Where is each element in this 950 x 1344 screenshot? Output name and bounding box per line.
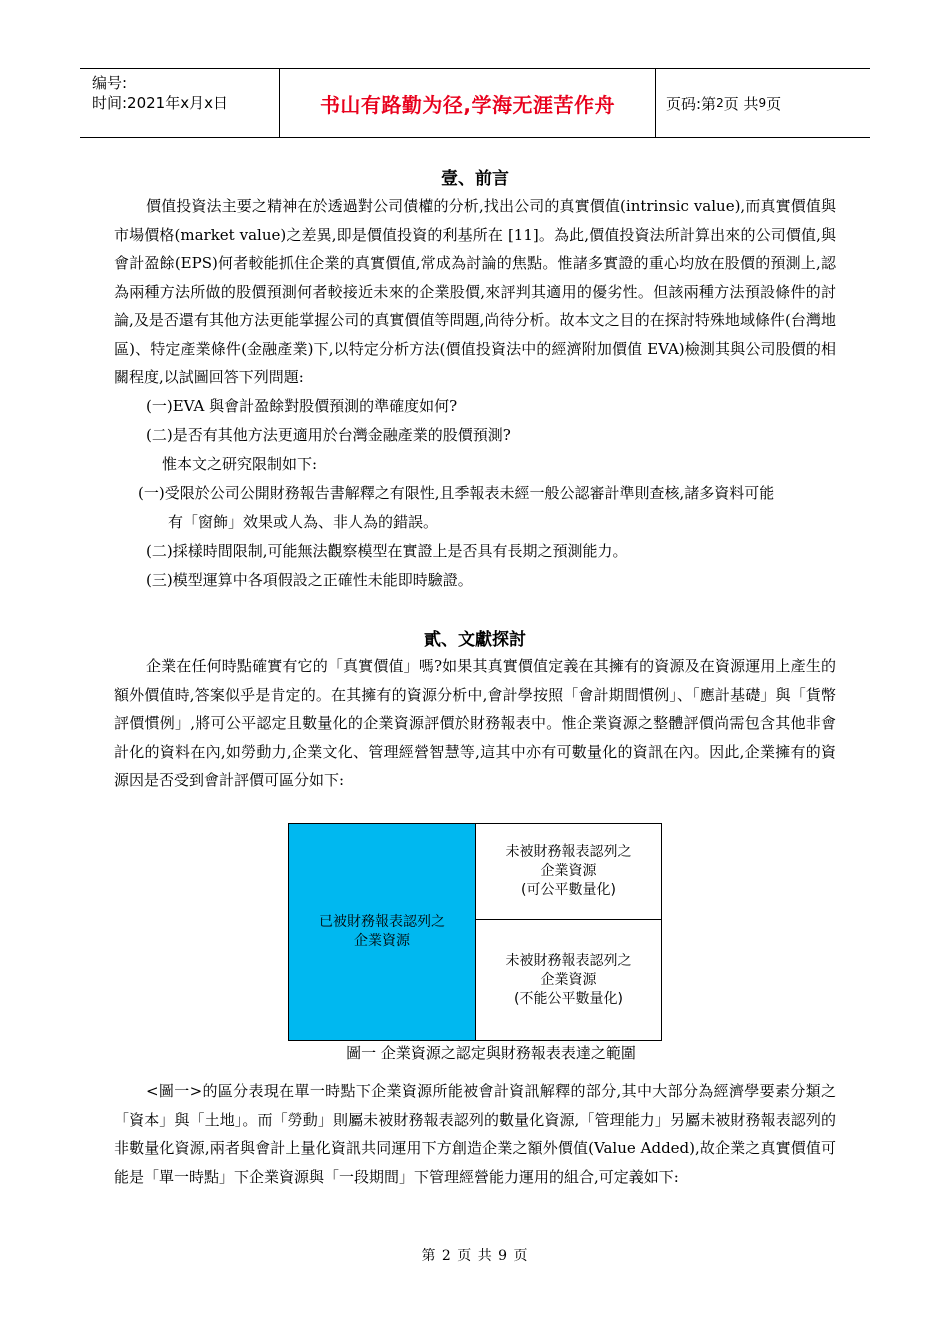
quantifiable-line-3: (可公平數量化) — [521, 882, 616, 898]
non-quantifiable-line-2: 企業資源 — [540, 971, 597, 988]
figure-caption: 圖一 企業資源之認定與財務報表表達之範圍 — [346, 1044, 636, 1062]
page-mid: 页 共 — [723, 94, 759, 113]
resource-diagram — [288, 823, 662, 1041]
page-total: 9 — [758, 96, 767, 110]
page-suffix: 页 — [766, 94, 782, 113]
header-meta — [80, 69, 280, 137]
limit-1-line-2: 有「窗飾」效果或人為、非人為的錯誤。 — [168, 513, 439, 531]
section-title-preface: 壹、前言 — [441, 169, 509, 189]
page-footer: 第 2 页 共 9 页 — [421, 1248, 529, 1264]
limit-2: (二)採樣時間限制,可能無法觀察模型在實證上是否具有長期之預測能力。 — [146, 542, 628, 560]
recognized-line-2: 企業資源 — [354, 933, 410, 949]
header-number: 编号: — [92, 74, 128, 92]
page-prefix: 页码:第 — [666, 94, 717, 113]
limit-1-line-1: (一)受限於公司公開財務報告書解釋之有限性,且季報表未經一般公認審計準則查核,諸多資料可能 — [138, 484, 775, 502]
header-time: 时间:2021年x月x日 — [92, 94, 228, 112]
preface-paragraph: 價值投資法主要之精神在於透過對公司債權的分析,找出公司的真實價值(intrinsic value),而真實價值與市場價格(market value)之差異,即是價值投資的利基所在 [11]。為此,價值投資法所計算出來的公司價值,與會計盈餘(EPS)何者較能抓住企業的真實價值,常成為討論的焦點。惟諸多實證的重心均放在股價的預測上,認為兩種方法所做的股價預測何者較接近未來的企業股價,來評判其適用的優劣性。但該兩種方法預設條件的討論,及是否還有其他方法更能掌握公司的真實價值等問題,尚待分析。故本文之目的在探討特殊地域條件(台灣地區)、特定產業條件(金融產業)下,以特定分析方法(價值投資法中的經濟附加價值 EVA)檢測其與公司股價的相關程度,以試圖回答下列問題: — [114, 197, 836, 386]
header-page-info — [656, 69, 870, 137]
quantifiable-resources-box — [476, 824, 661, 920]
literature-paragraph: 企業在任何時點確實有它的「真實價值」嗎?如果其真實價值定義在其擁有的資源及在資源運用上產生的額外價值時,答案似乎是肯定的。在其擁有的資源分析中,會計學按照「會計期間慣例」、「應計基礎」與「貨幣評價慣例」,將可公平認定且數量化的企業資源評價於財務報表中。惟企業資源之整體評價尚需包含其他非會計化的資料在內,如勞動力,企業文化、管理經營智慧等,這其中亦有可數量化的資訊在內。因此,企業擁有的資源因是否受到會計評價可區分如下: — [114, 657, 836, 789]
non-quantifiable-resources-box — [476, 920, 661, 1040]
question-2: (二)是否有其他方法更適用於台灣金融產業的股價預測? — [146, 426, 511, 444]
question-1: (一)EVA 與會計盈餘對股價預測的準確度如何? — [146, 397, 458, 415]
preface-body — [114, 192, 836, 392]
quantifiable-line-2: 企業資源 — [540, 863, 597, 879]
figure-discussion-paragraph: <圖一>的區分表現在單一時點下企業資源所能被會計資訊解釋的部分,其中大部分為經濟學要素分類之「資本」與「土地」。而「勞動」則屬未被財務報表認列的數量化資源,「管理能力」另屬未被財務報表認列的非數量化資源,兩者與會計上量化資訊共同運用下方創造企業之額外價值(Value Added),故企業之真實價值可能是「單一時點」下企業資源與「一段期間」下管理經營能力運用的組合,可定義如下: — [114, 1082, 836, 1186]
quantifiable-line-1: 未被財務報表認列之 — [505, 844, 632, 860]
recognized-resources-box — [289, 824, 476, 1040]
page-current: 2 — [716, 96, 724, 110]
limits-intro: 惟本文之研究限制如下: — [162, 455, 318, 473]
non-quantifiable-line-1: 未被財務報表認列之 — [505, 952, 632, 969]
section-title-literature: 貳、文獻探討 — [424, 630, 526, 650]
non-quantifiable-line-3: (不能公平數量化) — [514, 990, 623, 1007]
literature-body — [114, 652, 836, 795]
figure-discussion-body — [114, 1077, 836, 1191]
limit-3: (三)模型運算中各項假設之正確性未能即時驗證。 — [146, 571, 473, 589]
header-motto: 书山有路勤为径,学海无涯苦作舟 — [280, 69, 656, 137]
page-header — [80, 68, 870, 138]
recognized-line-1: 已被財務報表認列之 — [319, 914, 445, 930]
